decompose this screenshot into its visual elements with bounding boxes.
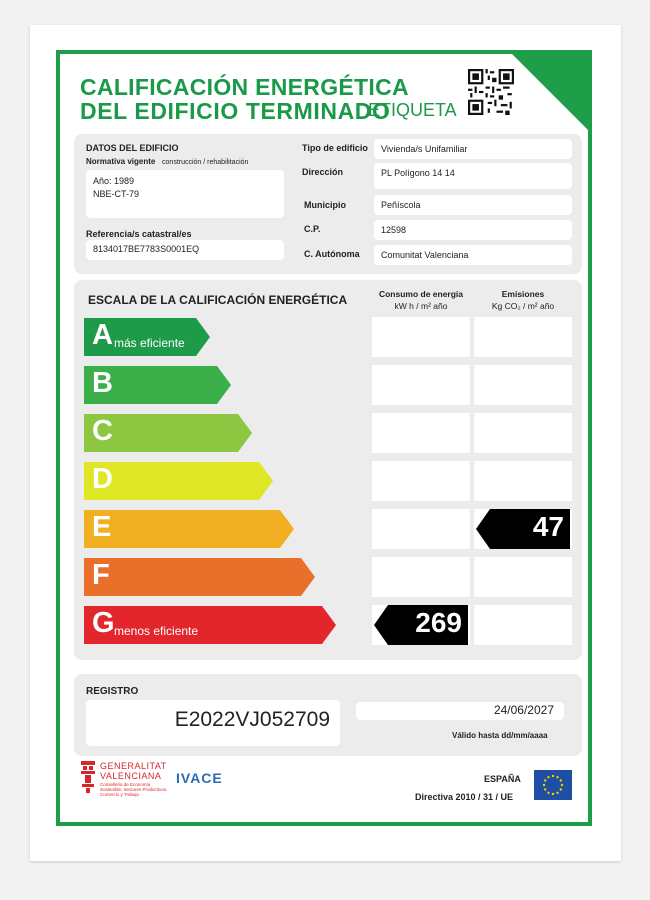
ref-field: 8134017BE7783S0001EQ xyxy=(86,240,284,260)
autonoma-label: C. Autónoma xyxy=(304,249,360,259)
emisiones-cell-f xyxy=(474,557,572,597)
gv-sub2: Sostenible, Sectores Productivos, xyxy=(100,787,168,792)
generalitat-logo xyxy=(80,760,220,812)
eu-flag-icon xyxy=(534,770,572,800)
tipo-field: Vivienda/s Unifamiliar xyxy=(374,139,572,159)
gv-sub1: Conselleria de Economía xyxy=(100,782,151,787)
eu-star xyxy=(561,784,563,786)
eu-star xyxy=(544,779,546,781)
emisiones-header xyxy=(474,288,572,312)
class-letter: G xyxy=(92,607,115,639)
emisiones-header-unit: Kg CO₂ / m² año xyxy=(491,301,555,311)
class-letter: E xyxy=(92,511,112,543)
gv-line1: GENERALITAT xyxy=(100,761,167,771)
emisiones-indicator xyxy=(476,509,570,549)
consumo-header xyxy=(372,288,470,312)
directive-label: Directiva 2010 / 31 / UE xyxy=(415,792,514,802)
normativa-label: Normativa vigente construcción / rehabilitación xyxy=(86,157,249,166)
registro-number: E2022VJ052709 xyxy=(86,700,340,746)
class-description: menos eficiente xyxy=(114,624,199,638)
emisiones-cell-c xyxy=(474,413,572,453)
eu-star xyxy=(552,775,554,777)
cp-field: 12598 xyxy=(374,220,572,240)
consumo-cell-d xyxy=(372,461,470,501)
autonoma-field: Comunitat Valenciana xyxy=(374,245,572,265)
consumo-indicator xyxy=(374,605,468,645)
ivace-logo: IVACE xyxy=(176,770,223,786)
class-letter: B xyxy=(92,367,113,399)
class-letter: C xyxy=(92,415,113,447)
consumo-cell-e xyxy=(372,509,470,549)
class-bar-a xyxy=(84,318,210,356)
eu-star xyxy=(556,792,558,794)
emisiones-cell-a xyxy=(474,317,572,357)
consumo-header-title: Consumo de energía xyxy=(378,289,464,299)
normativa-field xyxy=(86,170,284,218)
emisiones-cell-d xyxy=(474,461,572,501)
direccion-field: PL Polígono 14 14 xyxy=(374,163,572,189)
consumo-cell-b xyxy=(372,365,470,405)
valid-date: 24/06/2027 xyxy=(356,702,564,720)
title-line-1: CALIFICACIÓN ENERGÉTICA xyxy=(80,74,409,100)
class-bar-c xyxy=(84,414,252,452)
valid-label: Válido hasta dd/mm/aaaa xyxy=(452,731,548,740)
consumo-cell-f xyxy=(372,557,470,597)
eu-star xyxy=(547,776,549,778)
generalitat-emblem-icon xyxy=(80,760,96,794)
emisiones-value: 47 xyxy=(532,511,564,542)
ref-label: Referencia/s catastral/es xyxy=(86,229,192,239)
class-bar-shape xyxy=(84,510,294,548)
consumo-cell-a xyxy=(372,317,470,357)
eu-star xyxy=(544,788,546,790)
municipio-label: Municipio xyxy=(304,200,346,210)
corner-decoration xyxy=(508,50,592,134)
eu-star xyxy=(552,793,554,795)
building-data-heading: DATOS DEL EDIFICIO xyxy=(86,143,179,153)
scale-title: ESCALA DE LA CALIFICACIÓN ENERGÉTICA xyxy=(88,293,348,307)
tipo-label: Tipo de edificio xyxy=(302,143,368,153)
emisiones-cell-b xyxy=(474,365,572,405)
country-label: ESPAÑA xyxy=(484,774,521,784)
eu-star xyxy=(547,792,549,794)
norm-value: NBE-CT-79 xyxy=(93,189,140,199)
eu-star xyxy=(560,779,562,781)
building-data-section xyxy=(74,134,582,274)
cp-label: C.P. xyxy=(304,224,321,234)
gv-line2: VALENCIANA xyxy=(100,771,162,781)
registro-section xyxy=(74,674,582,756)
gv-sub3: Comercio y Trabajo xyxy=(100,792,140,797)
consumo-cell-c xyxy=(372,413,470,453)
registro-label: REGISTRO xyxy=(86,686,139,697)
class-bar-d xyxy=(84,462,273,500)
class-bar-b xyxy=(84,366,231,404)
class-bar-shape xyxy=(84,558,315,596)
class-bar-e xyxy=(84,510,294,548)
year-value: Año: 1989 xyxy=(93,176,135,186)
eu-star xyxy=(543,784,545,786)
class-bar-f xyxy=(84,558,315,596)
title-tag: ETIQUETA xyxy=(368,100,457,120)
eu-star xyxy=(560,788,562,790)
consumo-value: 269 xyxy=(415,607,462,638)
direccion-label: Dirección xyxy=(302,167,344,177)
class-letter: F xyxy=(92,559,110,591)
class-letter: D xyxy=(92,463,113,495)
rating-scale-section xyxy=(74,280,582,660)
energy-label xyxy=(56,50,592,826)
emisiones-header-title: Emisiones xyxy=(501,289,545,299)
emisiones-cell-g xyxy=(474,605,572,645)
title-line-2: DEL EDIFICIO TERMINADO xyxy=(80,98,391,124)
consumo-header-unit: kW h / m² año xyxy=(394,301,448,311)
class-description: más eficiente xyxy=(114,336,185,350)
class-bar-g xyxy=(84,606,336,644)
class-letter: A xyxy=(92,319,113,351)
eu-star xyxy=(556,776,558,778)
municipio-field: Peñíscola xyxy=(374,195,572,215)
qr-code-icon xyxy=(468,69,514,115)
